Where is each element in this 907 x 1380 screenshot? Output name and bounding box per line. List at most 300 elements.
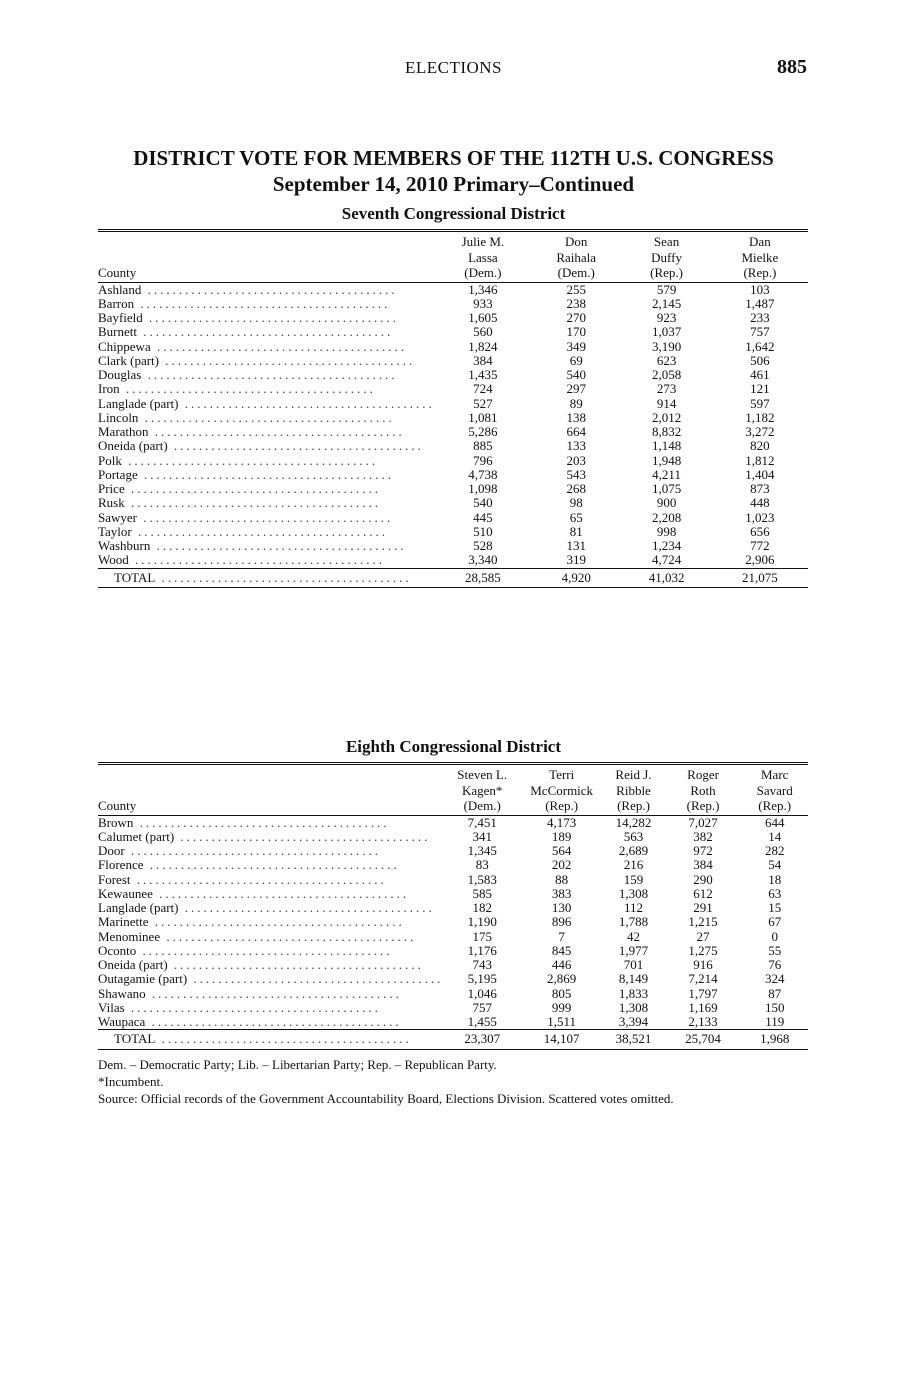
vote-cell: 2,133 [688, 1014, 718, 1029]
leader-dots: ........................................ [167, 958, 424, 972]
vote-cell: 7,027 [688, 814, 718, 830]
district7-candidate-header [712, 231, 808, 283]
vote-cell: 14 [768, 828, 782, 844]
vote-cell: 1,346 [468, 281, 498, 297]
vote-cell: 324 [764, 971, 785, 987]
vote-cell: 757 [750, 324, 770, 340]
county-cell [98, 1001, 443, 1015]
vote-cell: 933 [473, 295, 493, 311]
candidate-last: Kagen* [461, 782, 503, 798]
leader-dots: ........................................ [174, 829, 431, 844]
vote-cell: 341 [472, 828, 492, 844]
vote-cell: 597 [750, 395, 770, 411]
vote-cell: 445 [473, 509, 493, 525]
table-row [98, 1015, 808, 1030]
table-row [98, 511, 808, 525]
vote-cell: 349 [566, 338, 586, 354]
vote-cell: 2,869 [547, 971, 577, 987]
vote-cell: 3,340 [468, 552, 498, 568]
vote-cell: 644 [764, 814, 785, 830]
district7-table [98, 229, 808, 588]
table-row [98, 454, 808, 468]
leader-dots: ........................................ [133, 815, 390, 830]
vote-cell: 54 [768, 857, 782, 873]
vote-cell: 506 [750, 352, 770, 368]
vote-cell: 1,023 [745, 509, 775, 525]
leader-dots: ........................................ [145, 1015, 402, 1029]
vote-cell: 273 [656, 381, 677, 397]
vote-cell: 233 [750, 310, 770, 325]
vote-cell: 805 [551, 985, 572, 1001]
leader-dots: ........................................ [119, 382, 376, 397]
vote-cell: 14,107 [521, 1030, 602, 1049]
vote-cell: 76 [768, 957, 782, 972]
vote-cell: 203 [566, 452, 586, 468]
vote-cell: 579 [656, 281, 677, 297]
table-row [98, 858, 808, 872]
vote-cell: 69 [569, 352, 583, 368]
leader-dots: ........................................ [131, 524, 388, 539]
county-cell [98, 1030, 443, 1049]
table-row [98, 411, 808, 425]
table-row [98, 482, 808, 496]
county-name: Florence [98, 858, 144, 873]
district7-header-row [98, 231, 808, 283]
vote-cell: 119 [765, 1014, 785, 1029]
leader-dots: ........................................ [178, 396, 435, 411]
page-title [0, 145, 907, 197]
vote-cell: 55 [768, 942, 782, 958]
table-row [98, 297, 808, 311]
title-line-2: September 14, 2010 Primary–Continued [272, 172, 635, 196]
district7-county-header [98, 231, 435, 283]
candidate-party: (Rep.) [686, 798, 720, 813]
vote-cell: 914 [656, 395, 677, 411]
leader-dots: ........................................ [150, 339, 407, 354]
vote-cell: 67 [768, 914, 782, 930]
district8-candidate-header [602, 764, 664, 816]
leader-dots: ........................................ [187, 972, 444, 987]
leader-dots: ........................................ [152, 886, 410, 901]
vote-cell: 1,075 [651, 481, 682, 496]
table-row [98, 901, 808, 915]
vote-cell: 0 [771, 928, 778, 944]
district8-candidate-header [521, 764, 602, 816]
candidate-party: (Dem.) [557, 265, 595, 280]
leader-dots: ........................................ [141, 368, 398, 382]
leader-dots: ........................................ [136, 943, 393, 958]
table-row [98, 325, 808, 339]
candidate-party: (Rep.) [650, 265, 683, 280]
leader-dots: ........................................ [128, 553, 385, 568]
table-row [98, 887, 808, 901]
vote-cell: 3,394 [618, 1014, 649, 1029]
vote-cell: 1,215 [688, 914, 718, 930]
vote-cell: 38,521 [602, 1030, 664, 1049]
district7-candidate-header [531, 231, 621, 283]
county-cell [98, 873, 443, 887]
vote-cell: 1,833 [618, 985, 649, 1001]
leader-dots: ........................................ [124, 844, 381, 858]
vote-cell: 81 [569, 523, 583, 539]
county-cell [98, 915, 443, 929]
county-name: Lincoln [98, 410, 139, 425]
candidate-party: (Dem.) [464, 265, 502, 280]
leader-dots: ........................................ [160, 929, 417, 944]
leader-dots: ........................................ [130, 872, 387, 887]
candidate-last: Ribble [616, 782, 651, 798]
vote-cell: 999 [551, 999, 572, 1015]
vote-cell: 14,282 [615, 814, 652, 830]
vote-cell: 448 [750, 495, 770, 511]
leader-dots: ........................................ [159, 353, 416, 368]
candidate-last: Lassa [468, 249, 498, 265]
vote-cell: 701 [623, 957, 644, 972]
county-name: Marathon [98, 425, 149, 439]
vote-cell: 527 [473, 395, 493, 411]
source-note: Source: Official records of the Government Accountability Board, Elections Division. Scattered votes omitted. [98, 1091, 674, 1106]
vote-cell: 664 [566, 424, 586, 439]
county-name: Barron [98, 296, 135, 311]
vote-cell: 1,308 [618, 885, 649, 901]
vote-cell: 1,190 [467, 914, 497, 930]
vote-cell: 319 [566, 552, 586, 568]
table-row [98, 553, 808, 568]
candidate-last: McCormick [530, 782, 594, 798]
vote-cell: 4,738 [468, 466, 498, 482]
county-cell [98, 511, 435, 525]
vote-cell: 1,037 [651, 324, 682, 340]
table-row [98, 958, 808, 972]
vote-cell: 4,724 [651, 552, 682, 568]
table-row [98, 496, 808, 510]
vote-cell: 133 [566, 438, 586, 454]
vote-cell: 1,948 [651, 452, 682, 468]
vote-cell: 1,797 [688, 985, 718, 1001]
county-name: Vilas [98, 1000, 125, 1015]
county-cell [98, 858, 443, 872]
vote-cell: 528 [473, 538, 493, 553]
county-cell [98, 382, 435, 396]
county-name: Taylor [98, 524, 132, 539]
county-cell [98, 958, 443, 972]
candidate-first: Sean [653, 234, 680, 249]
candidate-first: Roger [687, 767, 719, 782]
county-cell [98, 368, 435, 382]
county-name: TOTAL [114, 569, 156, 585]
vote-cell: 21,075 [712, 568, 808, 587]
candidate-last: Savard [756, 782, 793, 798]
county-name: Sawyer [98, 510, 137, 525]
page-number: 885 [777, 56, 807, 78]
county-name: Oneida (part) [98, 958, 168, 972]
vote-cell: 65 [569, 509, 583, 525]
vote-cell: 384 [473, 352, 493, 368]
vote-cell: 4,211 [652, 466, 681, 482]
vote-cell: 89 [569, 395, 583, 411]
leader-dots: ........................................ [138, 410, 395, 425]
leader-dots: ........................................ [124, 482, 381, 496]
table-row [98, 539, 808, 553]
county-name: Outagamie (part) [98, 972, 188, 987]
candidate-party: (Rep.) [743, 265, 777, 280]
leader-dots: ........................................ [148, 915, 405, 930]
county-cell [98, 525, 435, 539]
vote-cell: 2,058 [651, 367, 682, 382]
vote-cell: 972 [693, 843, 713, 858]
candidate-party: (Rep.) [545, 798, 579, 813]
table-row [98, 468, 808, 482]
vote-cell: 510 [473, 523, 493, 539]
vote-cell: 461 [750, 367, 770, 382]
county-name: TOTAL [114, 1031, 156, 1047]
running-head [0, 56, 907, 80]
vote-cell: 900 [656, 495, 677, 511]
vote-cell: 15 [768, 900, 782, 915]
vote-cell: 2,689 [618, 843, 649, 858]
county-cell [98, 568, 435, 587]
vote-cell: 159 [623, 871, 644, 887]
county-name: Langlade (part) [98, 396, 179, 411]
vote-cell: 23,307 [443, 1030, 521, 1049]
county-name: Rusk [98, 496, 125, 511]
county-name: Langlade (part) [98, 901, 179, 915]
vote-cell: 103 [750, 281, 770, 297]
vote-cell: 383 [551, 885, 572, 901]
table-row [98, 382, 808, 396]
county-name: Ashland [98, 282, 142, 297]
vote-cell: 4,173 [547, 814, 577, 830]
vote-cell: 1,308 [618, 999, 649, 1015]
candidate-first: Dan [749, 234, 771, 249]
vote-cell: 998 [656, 523, 677, 539]
vote-cell: 182 [472, 900, 492, 915]
county-name: Oneida (part) [98, 439, 168, 454]
vote-cell: 1,977 [618, 942, 649, 958]
vote-cell: 290 [693, 871, 713, 887]
vote-cell: 1,511 [547, 1014, 577, 1029]
candidate-first: Don [565, 234, 588, 249]
candidate-party: (Rep.) [758, 798, 792, 813]
table-row [98, 439, 808, 453]
table-row [98, 425, 808, 439]
district8-header-row [98, 764, 808, 816]
vote-cell: 1,098 [468, 481, 498, 496]
abbreviations-note: Dem. – Democratic Party; Lib. – Libertarian Party; Rep. – Republican Party. [98, 1057, 497, 1072]
table-row [98, 282, 808, 297]
table-row [98, 987, 808, 1001]
leader-dots: ........................................ [150, 539, 407, 553]
vote-cell: 820 [750, 438, 770, 454]
county-cell [98, 482, 435, 496]
vote-cell: 446 [551, 957, 572, 972]
leader-dots: ........................................ [167, 439, 424, 454]
leader-dots: ........................................ [155, 569, 412, 585]
table-row [98, 830, 808, 844]
county-name: Polk [98, 453, 122, 468]
vote-cell: 238 [566, 295, 586, 311]
county-cell [98, 397, 435, 411]
candidate-party: (Dem.) [463, 798, 501, 813]
table-row [98, 368, 808, 382]
county-name: Forest [98, 872, 131, 887]
county-cell [98, 311, 435, 325]
county-cell [98, 815, 443, 830]
table-row [98, 354, 808, 368]
district7-county-label: County [98, 265, 137, 280]
vote-cell: 2,145 [651, 295, 682, 311]
county-cell [98, 830, 443, 844]
leader-dots: ........................................ [143, 858, 400, 873]
leader-dots: ........................................ [178, 901, 435, 915]
vote-cell: 1,404 [745, 466, 775, 482]
leader-dots: ........................................ [142, 311, 400, 325]
district8-county-header [98, 764, 443, 816]
vote-cell: 88 [555, 871, 569, 887]
candidate-first: Steven L. [457, 767, 508, 782]
vote-cell: 1,046 [467, 985, 497, 1001]
vote-cell: 1,824 [468, 338, 498, 354]
incumbent-note: *Incumbent. [98, 1074, 164, 1089]
vote-cell: 121 [750, 381, 770, 397]
county-cell [98, 411, 435, 425]
leader-dots: ........................................ [137, 510, 394, 525]
leader-dots: ........................................ [124, 1000, 381, 1015]
vote-cell: 297 [566, 381, 586, 397]
vote-cell: 623 [656, 352, 677, 368]
vote-cell: 1,487 [745, 295, 775, 311]
county-name: Chippewa [98, 339, 151, 354]
vote-cell: 1,345 [467, 843, 497, 858]
county-name: Kewaunee [98, 886, 153, 901]
vote-cell: 27 [696, 928, 710, 944]
district8-candidate-header [741, 764, 808, 816]
total-row [98, 568, 808, 587]
table-row [98, 915, 808, 929]
vote-cell: 2,906 [745, 552, 775, 568]
vote-cell: 384 [693, 857, 713, 873]
vote-cell: 1,148 [651, 438, 682, 454]
county-cell [98, 930, 443, 944]
county-cell [98, 297, 435, 311]
vote-cell: 5,286 [468, 424, 498, 439]
county-cell [98, 496, 435, 510]
vote-cell: 1,176 [467, 942, 497, 958]
vote-cell: 175 [472, 928, 492, 944]
table-row [98, 1001, 808, 1015]
leader-dots: ........................................ [141, 282, 398, 297]
vote-cell: 772 [750, 538, 770, 553]
vote-cell: 1,234 [651, 538, 682, 553]
vote-cell: 1,169 [688, 999, 718, 1015]
vote-cell: 8,149 [618, 971, 649, 987]
vote-cell: 923 [656, 310, 677, 325]
vote-cell: 1,455 [467, 1014, 497, 1029]
vote-cell: 896 [551, 914, 572, 930]
total-row [98, 1030, 808, 1049]
vote-cell: 845 [551, 942, 572, 958]
running-title: ELECTIONS [404, 58, 503, 77]
vote-cell: 1,788 [618, 914, 649, 930]
vote-cell: 1,642 [745, 338, 775, 354]
county-name: Washburn [98, 539, 151, 553]
vote-cell: 724 [473, 381, 493, 397]
vote-cell: 5,195 [467, 971, 497, 987]
vote-cell: 63 [768, 885, 782, 901]
vote-cell: 255 [566, 281, 586, 297]
vote-cell: 7,451 [467, 814, 497, 830]
vote-cell: 585 [472, 885, 492, 901]
vote-cell: 1,435 [468, 367, 498, 382]
county-name: Burnett [98, 325, 137, 340]
vote-cell: 131 [566, 538, 586, 553]
county-cell [98, 987, 443, 1001]
vote-cell: 1,812 [745, 452, 775, 468]
vote-cell: 150 [764, 999, 785, 1015]
leader-dots: ........................................ [137, 325, 394, 340]
candidate-last: Duffy [651, 249, 682, 265]
district8-candidate-header [443, 764, 521, 816]
vote-cell: 873 [750, 481, 770, 496]
table-row [98, 525, 808, 539]
candidate-first: Terri [549, 767, 575, 782]
candidate-first: Julie M. [461, 234, 505, 249]
vote-cell: 1,182 [745, 409, 775, 425]
county-cell [98, 1015, 443, 1030]
county-name: Brown [98, 815, 134, 830]
vote-cell: 42 [626, 928, 640, 944]
county-cell [98, 944, 443, 958]
district7-candidate-header [435, 231, 531, 283]
county-cell [98, 553, 435, 568]
vote-cell: 560 [473, 324, 493, 340]
vote-cell: 540 [566, 367, 586, 382]
leader-dots: ........................................ [124, 496, 381, 511]
candidate-first: Marc [760, 767, 789, 782]
vote-cell: 743 [472, 957, 492, 972]
leader-dots: ........................................ [148, 425, 405, 439]
vote-cell: 612 [693, 885, 713, 901]
table-row [98, 311, 808, 325]
footnotes [98, 1056, 674, 1107]
candidate-last: Mielke [741, 249, 779, 265]
vote-cell: 138 [566, 409, 586, 425]
vote-cell: 25,704 [665, 1030, 742, 1049]
county-name: Calumet (part) [98, 829, 175, 844]
candidate-last: Roth [690, 782, 716, 798]
vote-cell: 202 [551, 857, 572, 873]
vote-cell: 1,583 [467, 871, 497, 887]
vote-cell: 3,272 [745, 424, 775, 439]
vote-cell: 1,968 [741, 1030, 808, 1049]
vote-cell: 28,585 [435, 568, 531, 587]
leader-dots: ........................................ [137, 467, 394, 482]
county-name: Portage [98, 467, 138, 482]
vote-cell: 8,832 [651, 424, 682, 439]
vote-cell: 18 [768, 871, 782, 887]
candidate-party: (Rep.) [617, 798, 650, 813]
county-name: Wood [98, 553, 129, 568]
leader-dots: ........................................ [145, 986, 402, 1001]
vote-cell: 83 [475, 857, 489, 873]
county-name: Iron [98, 382, 120, 397]
county-cell [98, 844, 443, 858]
county-name: Door [98, 844, 125, 858]
vote-cell: 4,920 [531, 568, 621, 587]
district8-county-label: County [98, 798, 137, 813]
vote-cell: 7 [558, 928, 565, 944]
county-name: Marinette [98, 915, 149, 930]
